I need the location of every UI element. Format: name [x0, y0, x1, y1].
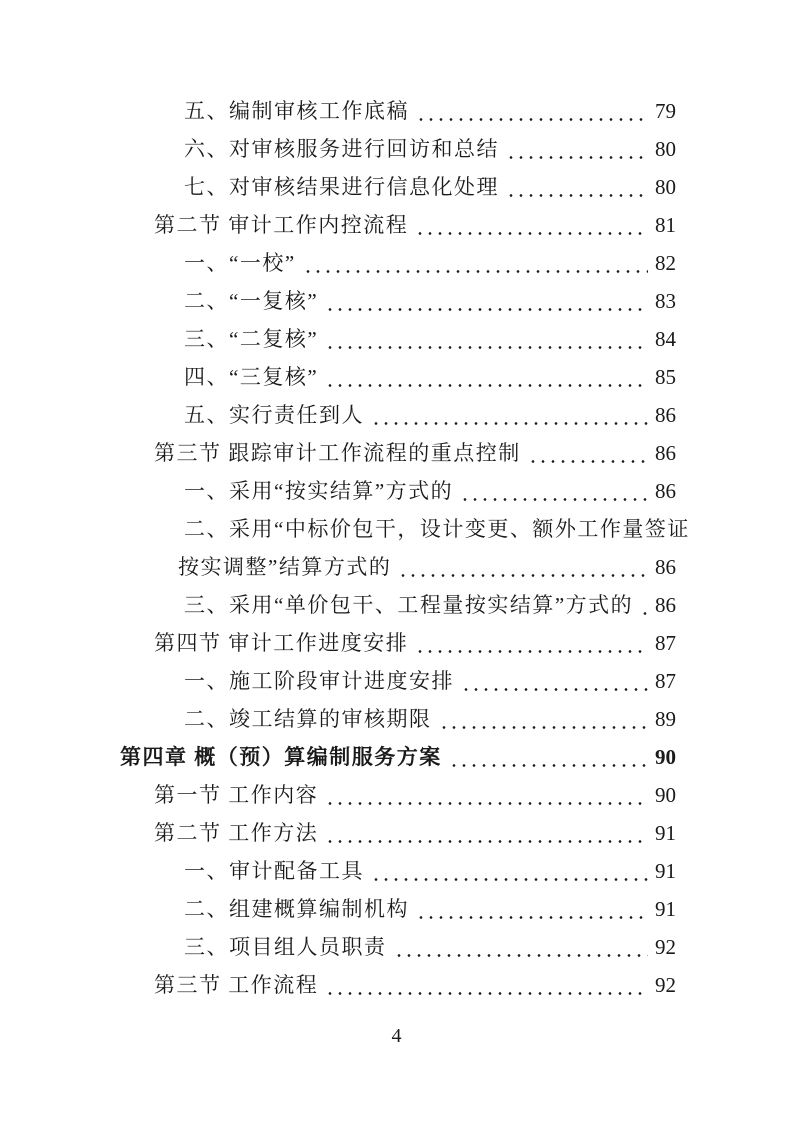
- dot-leader: [325, 802, 648, 805]
- toc-entry-title: 七、对审核结果进行信息化处理: [184, 175, 499, 199]
- toc-entry: [120, 320, 676, 358]
- dot-leader: [398, 574, 648, 577]
- dot-leader: [303, 270, 648, 273]
- dot-leader: [325, 346, 648, 349]
- toc-entry-page: 86: [655, 441, 676, 465]
- toc-entry: [120, 890, 676, 928]
- dot-leader: [325, 384, 648, 387]
- toc-entry-title: 三、“二复核”: [184, 327, 319, 351]
- toc-entry: [120, 244, 676, 282]
- toc-entry-page: 85: [655, 365, 676, 389]
- dot-leader: [449, 764, 648, 767]
- toc-entry-title: 一、施工阶段审计进度安排: [184, 669, 454, 693]
- toc-entry: [120, 130, 676, 168]
- toc-entry: [120, 662, 676, 700]
- dot-leader: [416, 916, 648, 919]
- toc-entry: [120, 586, 676, 624]
- toc-entry-page: 89: [655, 707, 676, 731]
- toc-entry: [120, 738, 676, 776]
- dot-leader: [461, 688, 648, 691]
- page-number: 4: [391, 1025, 402, 1047]
- toc-entry: [120, 814, 676, 852]
- toc-entry: [120, 168, 676, 206]
- toc-entry-title: 二、竣工结算的审核期限: [184, 707, 432, 731]
- dot-leader: [506, 156, 648, 159]
- toc-entry: [120, 92, 676, 130]
- toc-entry-page: 86: [655, 555, 676, 579]
- toc-entry-title: 五、编制审核工作底稿: [184, 99, 409, 123]
- toc-entry: [120, 966, 676, 1004]
- toc-entry-title: 三、采用“单价包干、工程量按实结算”方式的: [184, 593, 634, 617]
- dot-leader: [439, 726, 649, 729]
- toc-entry: [120, 472, 676, 510]
- toc-entry: [120, 928, 676, 966]
- dot-leader: [371, 422, 648, 425]
- toc-entry-title: 二、“一复核”: [184, 289, 319, 313]
- dot-leader: [371, 878, 648, 881]
- toc-entry-title: 一、“一校”: [184, 251, 296, 275]
- toc-entry: [120, 624, 676, 662]
- toc-entry-page: 86: [655, 479, 676, 503]
- toc-entry-page: 92: [655, 935, 676, 959]
- toc-entry-title: 第三节 工作流程: [154, 973, 319, 997]
- toc-entry-page: 91: [655, 821, 676, 845]
- dot-leader: [506, 194, 648, 197]
- toc-entry-page: 84: [655, 327, 676, 351]
- toc-entry-title: 按实调整”结算方式的: [178, 555, 392, 579]
- toc-list: [120, 92, 690, 1004]
- toc-entry-page: 90: [655, 783, 676, 807]
- toc-entry: [120, 548, 676, 586]
- toc-entry-page: 86: [655, 593, 676, 617]
- toc-entry-page: 79: [655, 99, 676, 123]
- toc-entry-page: 87: [655, 669, 676, 693]
- toc-entry-title: 第一节 工作内容: [154, 783, 319, 807]
- toc-entry-page: 91: [655, 859, 676, 883]
- dot-leader: [416, 118, 648, 121]
- dot-leader: [325, 308, 648, 311]
- toc-entry-page: 81: [655, 213, 676, 237]
- toc-entry-title: 一、采用“按实结算”方式的: [184, 479, 454, 503]
- toc-entry-title: 第二节 审计工作内控流程: [154, 213, 409, 237]
- toc-entry-page: 86: [655, 403, 676, 427]
- toc-entry-page: 92: [655, 973, 676, 997]
- dot-leader: [394, 954, 649, 957]
- toc-entry-page: 90: [655, 745, 676, 769]
- toc-entry: [120, 510, 690, 548]
- toc-entry-title: 二、组建概算编制机构: [184, 897, 409, 921]
- toc-entry-page: 82: [655, 251, 676, 275]
- toc-entry-title: 第二节 工作方法: [154, 821, 319, 845]
- dot-leader: [640, 612, 648, 615]
- toc-entry-page: 87: [655, 631, 676, 655]
- toc-entry: [120, 282, 676, 320]
- toc-entry: [120, 852, 676, 890]
- toc-entry-title: 三、项目组人员职责: [184, 935, 387, 959]
- toc-entry: [120, 358, 676, 396]
- toc-entry-title: 第四章 概（预）算编制服务方案: [120, 745, 442, 769]
- dot-leader: [415, 650, 648, 653]
- dot-leader: [528, 460, 648, 463]
- toc-entry-page: 83: [655, 289, 676, 313]
- toc-entry: [120, 206, 676, 244]
- toc-entry-title: 二、采用“中标价包干，设计变更、额外工作量签证: [184, 517, 690, 541]
- toc-entry-title: 六、对审核服务进行回访和总结: [184, 137, 499, 161]
- toc-entry-title: 第三节 跟踪审计工作流程的重点控制: [154, 441, 521, 465]
- toc-entry-title: 四、“三复核”: [184, 365, 319, 389]
- toc-entry-page: 91: [655, 897, 676, 921]
- dot-leader: [325, 992, 648, 995]
- toc-entry: [120, 700, 676, 738]
- toc-entry-page: 80: [655, 137, 676, 161]
- toc-entry: [120, 434, 676, 472]
- dot-leader: [415, 232, 648, 235]
- toc-entry: [120, 776, 676, 814]
- toc-entry-title: 一、审计配备工具: [184, 859, 364, 883]
- toc-entry-title: 第四节 审计工作进度安排: [154, 631, 409, 655]
- toc-entry-title: 五、实行责任到人: [184, 403, 364, 427]
- toc-entry: [120, 396, 676, 434]
- dot-leader: [325, 840, 648, 843]
- toc-entry-page: 80: [655, 175, 676, 199]
- dot-leader: [460, 498, 648, 501]
